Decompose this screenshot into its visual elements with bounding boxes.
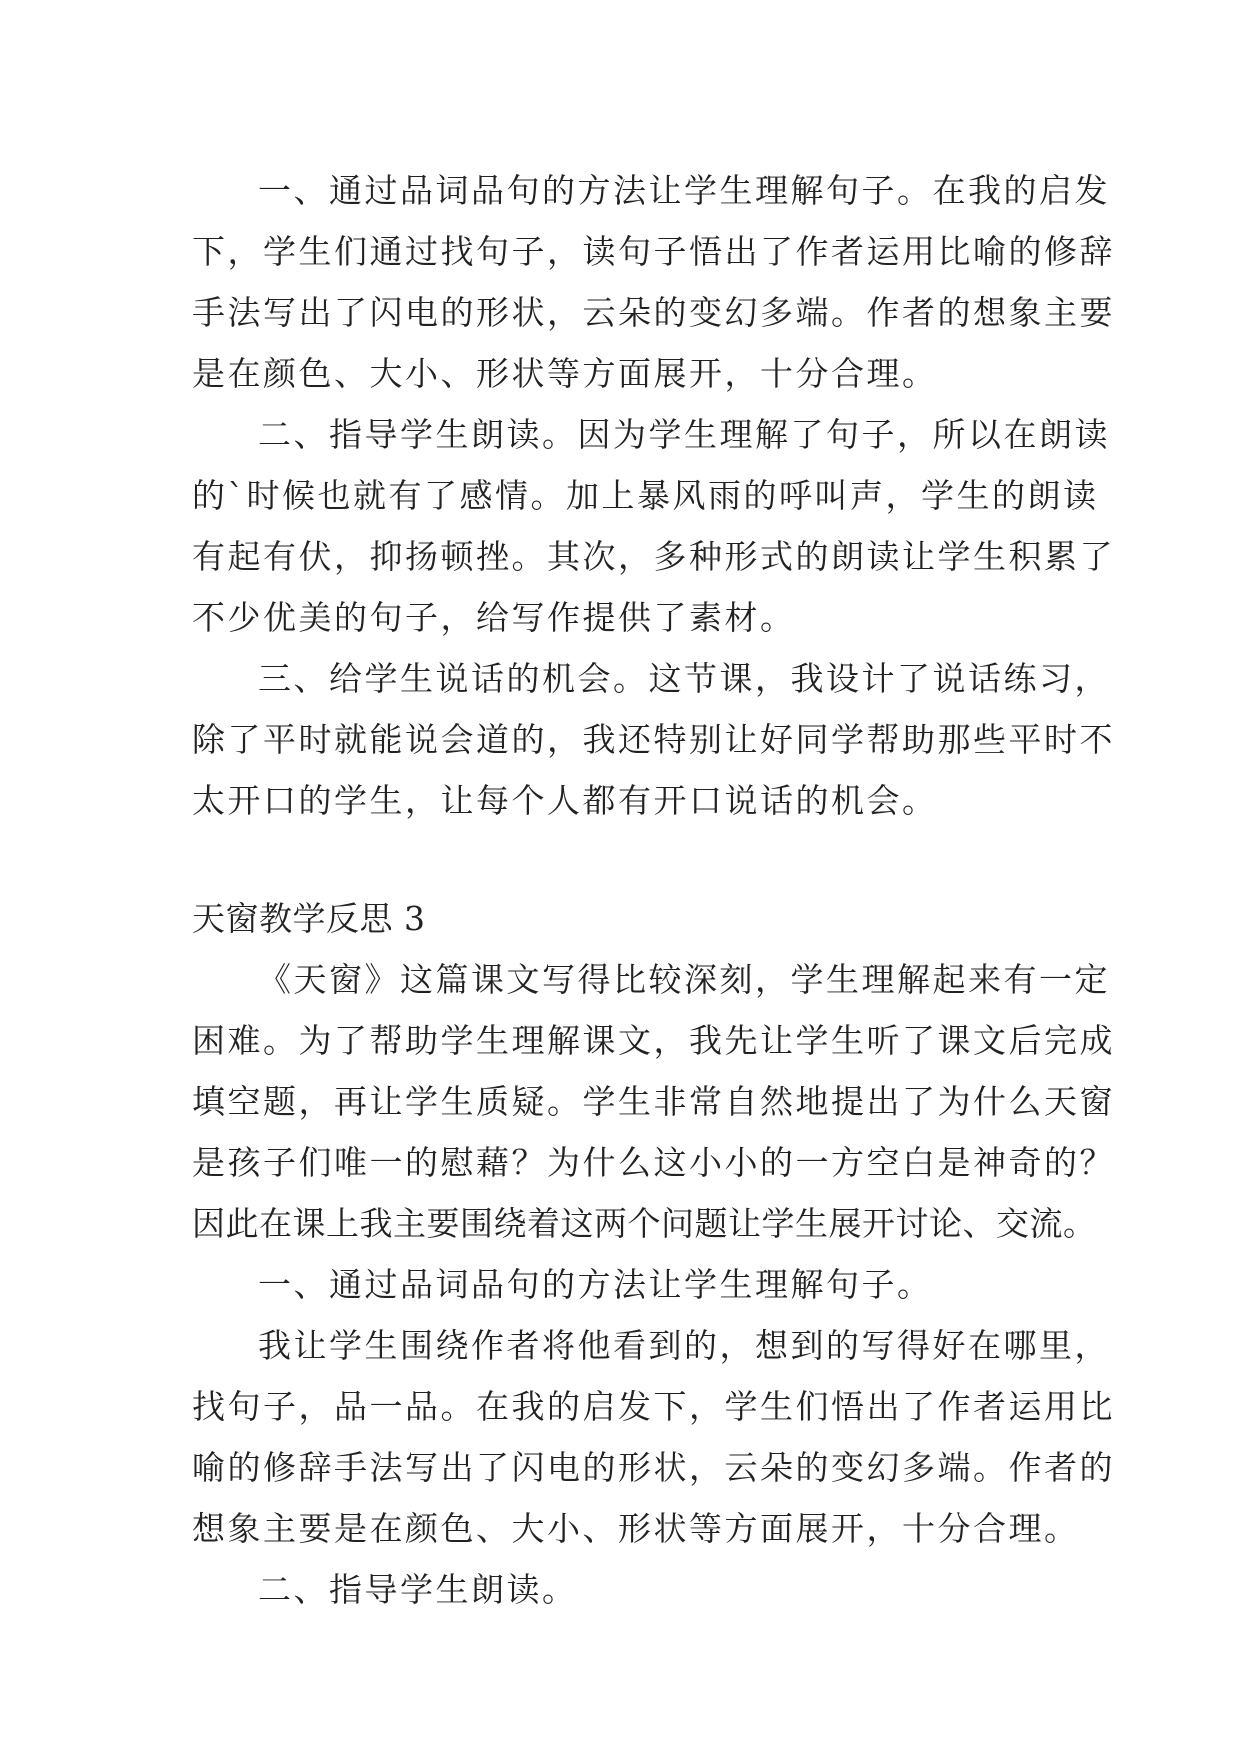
text-line: 的`时候也就有了感情。加上暴风雨的呼叫声，学生的朗读	[192, 476, 1099, 515]
text-line: 太开口的学生，让每个人都有开口说话的机会。	[192, 781, 938, 820]
text-line: 《天窗》这篇课文写得比较深刻，学生理解起来有一定	[258, 960, 1110, 999]
paragraph-understand-sentences	[192, 160, 1115, 404]
paragraph-point-one-detail	[192, 1315, 1115, 1559]
paragraph-speaking-chance	[192, 648, 1115, 831]
text-line: 手法写出了闪电的形状，云朵的变幻多端。作者的想象主要	[192, 293, 1115, 332]
text-line: 下，学生们通过找句子，读句子悟出了作者运用比喻的修辞	[192, 232, 1115, 271]
text-line: 困难。为了帮助学生理解课文，我先让学生听了课文后完成	[192, 1021, 1115, 1060]
text-line: 二、指导学生朗读。因为学生理解了句子，所以在朗读	[258, 415, 1110, 454]
text-line: 我让学生围绕作者将他看到的，想到的写得好在哪里，	[258, 1326, 1110, 1365]
section-heading: 天窗教学反思 3	[192, 899, 426, 938]
text-line: 一、通过品词品句的方法让学生理解句子。	[258, 1265, 933, 1304]
paragraph-intro	[192, 949, 1115, 1254]
paragraph-guide-reading	[192, 404, 1115, 648]
paragraph-point-one	[192, 1254, 1052, 1315]
text-line: 找句子，品一品。在我的启发下，学生们悟出了作者运用比	[192, 1387, 1115, 1426]
text-line: 除了平时就能说会道的，我还特别让好同学帮助那些平时不	[192, 720, 1115, 759]
text-line: 喻的修辞手法写出了闪电的形状，云朵的变幻多端。作者的	[192, 1448, 1115, 1487]
text-line: 想象主要是在颜色、大小、形状等方面展开，十分合理。	[192, 1509, 1080, 1548]
text-line: 是在颜色、大小、形状等方面展开，十分合理。	[192, 354, 938, 393]
section-spacer	[192, 831, 1052, 888]
text-line: 三、给学生说话的机会。这节课，我设计了说话练习，	[258, 659, 1110, 698]
paragraph-point-two	[192, 1559, 1052, 1620]
text-line: 因此在课上我主要围绕着这两个问题让学生展开讨论、交流。	[192, 1204, 1097, 1243]
text-line: 二、指导学生朗读。	[258, 1570, 578, 1609]
document-body	[192, 160, 1115, 1620]
text-line: 不少优美的句子，给写作提供了素材。	[192, 598, 796, 637]
text-line: 一、通过品词品句的方法让学生理解句子。在我的启发	[258, 171, 1110, 210]
text-line: 填空题，再让学生质疑。学生非常自然地提出了为什么天窗	[192, 1082, 1115, 1121]
text-line: 是孩子们唯一的慰藉？为什么这小小的一方空白是神奇的？	[192, 1143, 1115, 1182]
text-line: 有起有伏，抑扬顿挫。其次，多种形式的朗读让学生积累了	[192, 537, 1115, 576]
